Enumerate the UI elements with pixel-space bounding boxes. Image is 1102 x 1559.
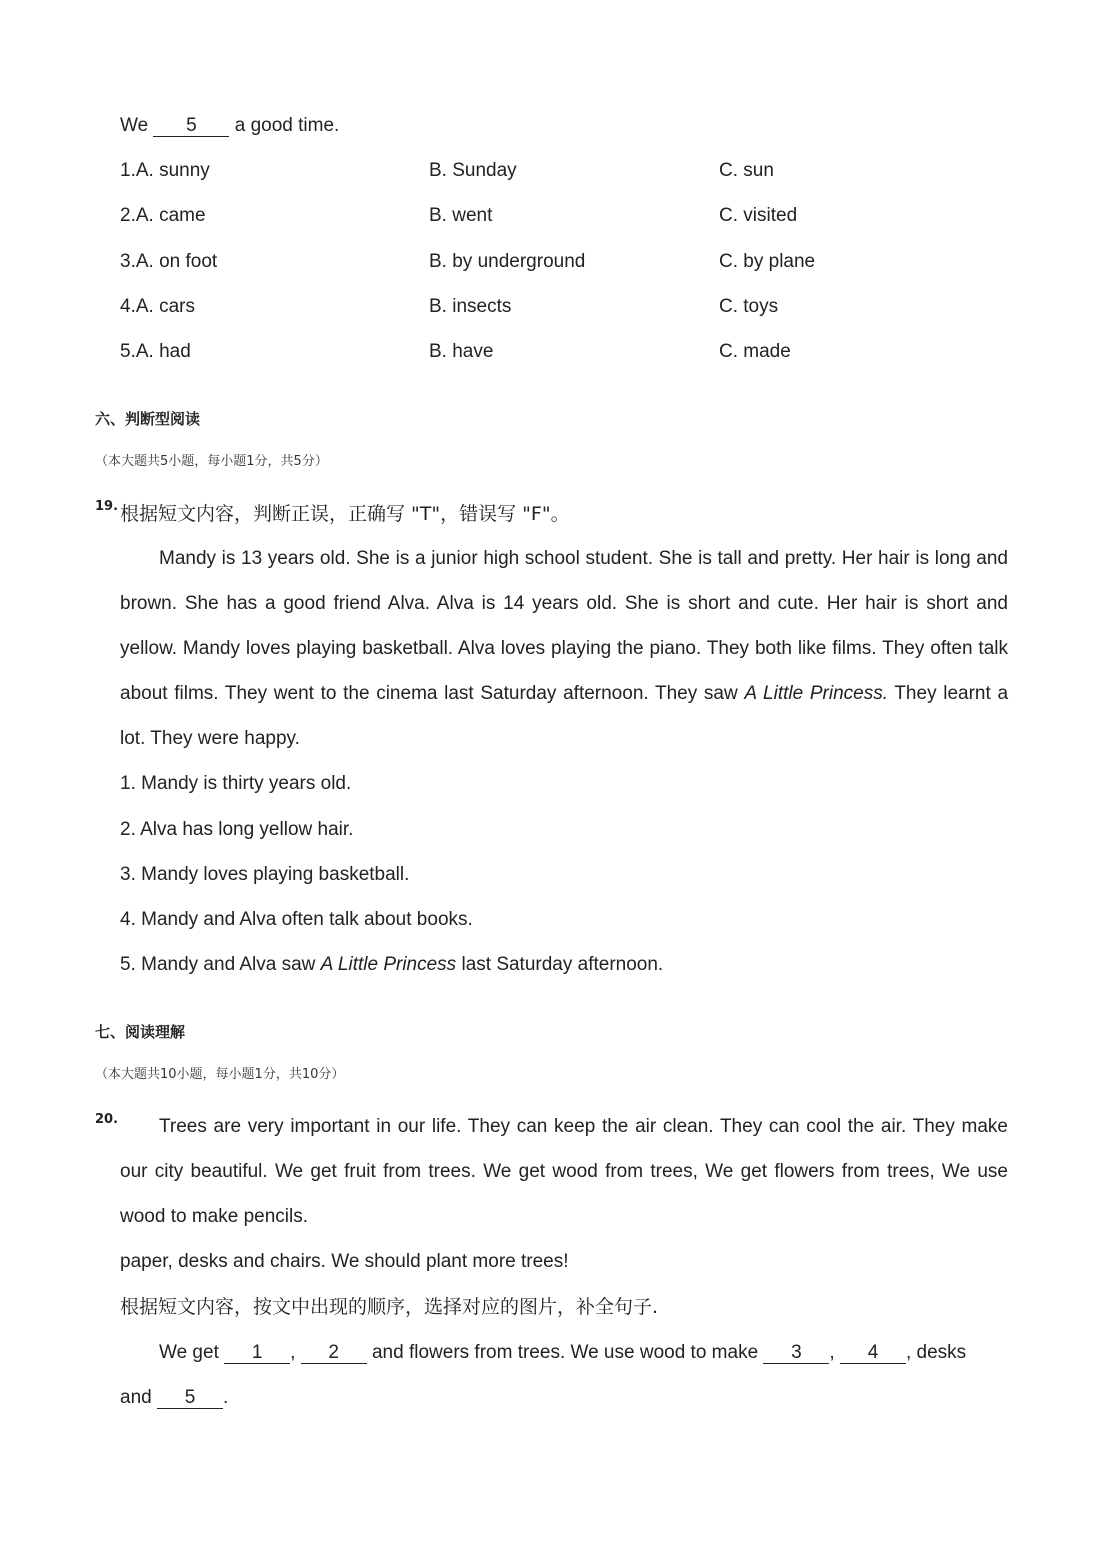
answer-blank[interactable]: 2 [301,1343,367,1364]
option-b[interactable]: B. went [429,205,493,226]
option-a: 4.A. cars [120,296,195,317]
option-c[interactable]: C. toys [719,296,779,317]
fill-sentence-cont: and 5 . [120,1387,229,1408]
option-c[interactable]: C. made [719,341,791,362]
reading-passage: Mandy is 13 years old. She is a junior high school student. She is tall and pretty. Her hair is long and brown. She has a good friend Alva. Alva is 14 years old. She is short and cute. Her hair is short and yellow. Mandy loves playing basketball. Alva loves playing the piano. They both like films. They often talk about films. They went to the cinema last Saturday afternoon. They saw A Little Princess. They learnt a lot. They were happy. [120,548,1009,749]
passage-continuation: paper, desks and chairs. We should plant more trees! [120,1251,569,1272]
statement-3: 3. Mandy loves playing basketball. [120,864,410,885]
book-title: A Little Princess [320,954,457,975]
question-instruction: 根据短文内容，按文中出现的顺序，选择对应的图片，补全句子. [120,1296,659,1318]
text: We [120,115,149,136]
answer-blank[interactable]: 1 [224,1343,290,1364]
text: a good time. [234,115,340,136]
question-number: 20. [95,1112,119,1127]
answer-blank[interactable]: 4 [840,1343,906,1364]
reading-passage: Trees are very important in our life. They can keep the air clean. They can cool the air. They make our city beautiful. We get fruit from trees. We get wood from trees, We get flowers from trees, We use wood to make pencils. [120,1116,1008,1227]
option-b[interactable]: B. by underground [429,251,586,272]
answer-blank[interactable]: 5 [157,1388,223,1409]
option-a: 3.A. on foot [120,251,218,272]
option-a: 2.A. came [120,205,206,226]
answer-blank[interactable]: 3 [763,1343,829,1364]
section-note: （本大题共10小题，每小题1分，共10分） [95,1067,345,1082]
question-instruction: 根据短文内容，判断正误，正确写 "T"，错误写 "F"。 [120,503,570,525]
option-c[interactable]: C. sun [719,160,774,181]
section-title: 七、阅读理解 [95,1023,186,1041]
option-b[interactable]: B. insects [429,296,512,317]
option-a: 5.A. had [120,341,191,362]
option-a: 1.A. sunny [120,160,210,181]
statement-1: 1. Mandy is thirty years old. [120,773,352,794]
section-title: 六、判断型阅读 [95,410,201,428]
fill-sentence: We get 1 , 2 and flowers from trees. We use wood to make 3 , 4 , desks [159,1342,967,1363]
option-b[interactable]: B. Sunday [429,160,517,181]
statement-2: 2. Alva has long yellow hair. [120,819,354,840]
question-number: 19. [95,499,119,514]
book-title: A Little Princess. [744,683,888,704]
option-c[interactable]: C. visited [719,205,798,226]
top-sentence [120,114,339,138]
section-note: （本大题共5小题，每小题1分，共5分） [95,454,328,469]
statement-4: 4. Mandy and Alva often talk about books. [120,909,473,930]
option-b[interactable]: B. have [429,341,494,362]
answer-blank[interactable]: 5 [153,116,229,137]
statement-5: 5. Mandy and Alva saw A Little Princess last Saturday afternoon. [120,954,664,975]
option-c[interactable]: C. by plane [719,251,816,272]
